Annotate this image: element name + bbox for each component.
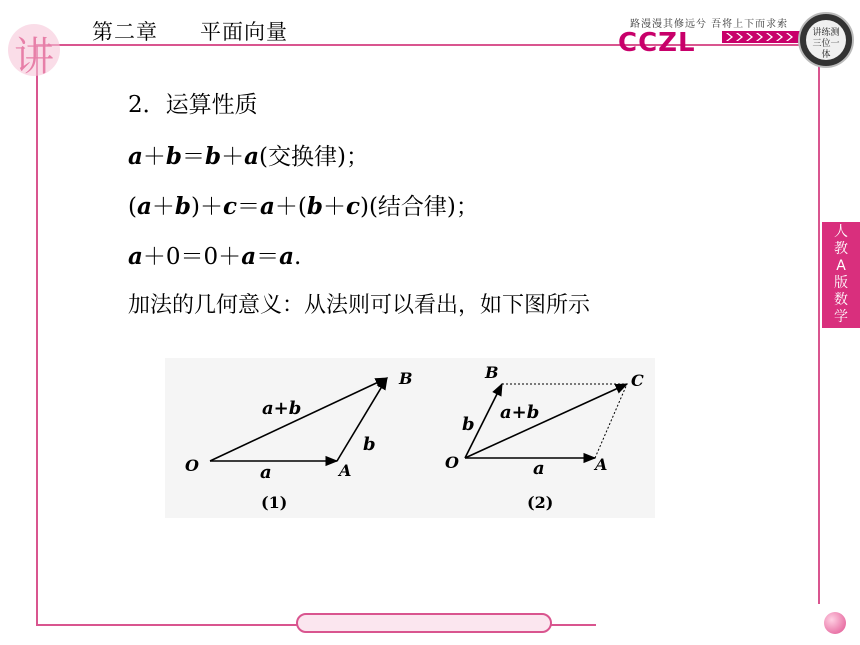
- section-title: 平面向量: [200, 20, 288, 44]
- associative-law: (a＋b)＋c＝a＋(b＋c)(结合律)；: [128, 193, 479, 220]
- side-tab-subject: [822, 222, 860, 328]
- point-a-label: A: [595, 455, 608, 474]
- triangle-rule-diagram: [185, 369, 413, 512]
- chevron-arrows-icon: [722, 31, 802, 43]
- zero-vector-law: a＋0＝0＋a＝a.: [128, 243, 302, 270]
- side-tab-char: 人: [834, 224, 848, 240]
- chapter-title: [92, 16, 288, 46]
- point-b-label: B: [399, 369, 413, 388]
- brush-logo-icon: [4, 10, 74, 80]
- vector-a-label: a: [533, 458, 545, 479]
- vector-sum-label: a+b: [500, 402, 540, 423]
- point-o-label: O: [185, 456, 199, 475]
- vector-sum-label: a+b: [262, 398, 302, 419]
- dotted-edge-ac: [595, 384, 627, 458]
- vector-sum-arrow: [210, 378, 387, 461]
- figure-2-caption: (2): [527, 493, 554, 512]
- commutative-law: a＋b＝b＋a(交换律)；: [128, 143, 369, 170]
- corner-ball-icon: [824, 612, 846, 634]
- frame-left-border: [36, 44, 38, 624]
- chapter-number: 第二章: [92, 20, 158, 44]
- seal-badge: [798, 12, 854, 68]
- side-tab-char: 教: [834, 241, 848, 257]
- section-heading: 2．运算性质: [128, 92, 258, 118]
- seal-text: 讲练测三位一体: [812, 28, 840, 60]
- bottom-navigation-bar: [296, 613, 552, 633]
- brand-logo: CCZL: [618, 28, 696, 58]
- geometric-meaning-text: 加法的几何意义：从法则可以看出，如下图所示: [128, 293, 591, 318]
- figure-1-caption: (1): [261, 493, 288, 512]
- vector-sum-arrow: [465, 384, 627, 458]
- brush-logo-char: 讲: [14, 34, 54, 80]
- point-c-label: C: [631, 371, 644, 390]
- point-o-label: O: [445, 453, 459, 472]
- slogan-text: 路漫漫其修远兮 吾将上下而求索: [630, 19, 789, 30]
- vector-a-label: a: [260, 462, 272, 483]
- vector-b-label: b: [363, 434, 376, 455]
- side-tab-char: 学: [834, 309, 848, 325]
- point-b-label: B: [485, 363, 499, 382]
- vector-b-label: b: [462, 414, 475, 435]
- vector-diagrams: [165, 358, 655, 518]
- point-a-label: A: [339, 461, 352, 480]
- side-tab-char: A: [836, 258, 846, 274]
- side-tab-char: 数: [834, 292, 848, 308]
- vector-addition-figure: [165, 358, 655, 518]
- parallelogram-rule-diagram: [445, 363, 644, 512]
- side-tab-char: 版: [834, 275, 848, 291]
- frame-right-border: [818, 44, 820, 604]
